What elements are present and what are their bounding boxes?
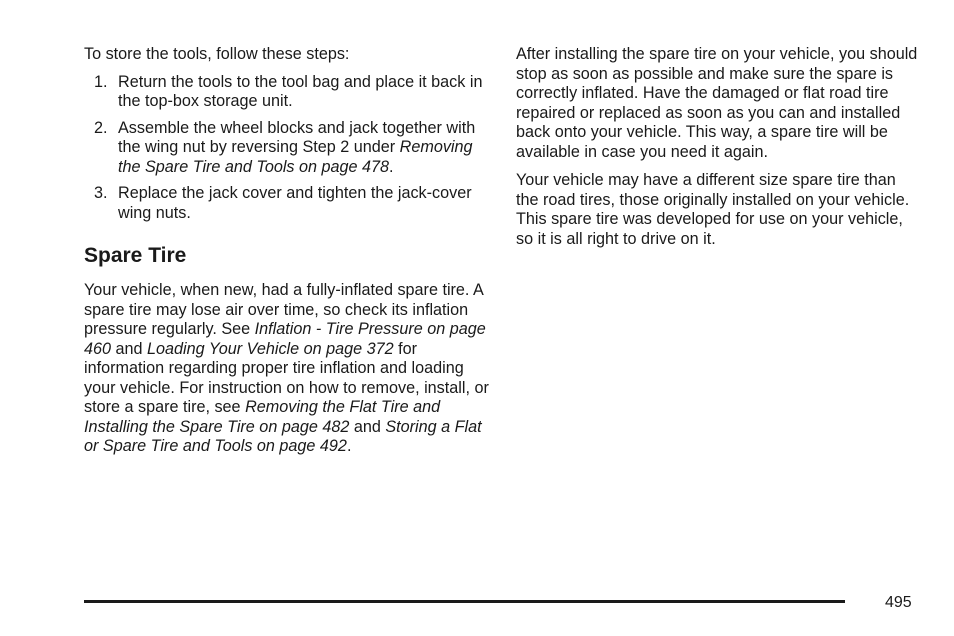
cross-reference: Removing the Spare Tire and Tools on page 478 <box>118 138 473 176</box>
spare-tire-paragraph <box>84 281 489 457</box>
paragraph: Your vehicle may have a different size spare tire than the road tires, those originally installed on your vehicle. This spare tire was developed for use on your vehicle, so it is all right to drive on it. <box>516 171 910 248</box>
cross-reference: Storing a Flat or Spare Tire and Tools on page 492 <box>84 417 482 455</box>
step-number: 1. <box>94 72 108 91</box>
cross-reference: Inflation - Tire Pressure on page 460 <box>84 320 486 358</box>
body-text: Your vehicle, when new, had a fully-inflated spare tire. A spare tire may lose air over time, so check its inflation pressure regularly. See <box>84 281 483 338</box>
left-column <box>84 45 489 457</box>
steps-list <box>84 73 489 224</box>
page-number: 495 <box>885 594 912 611</box>
step-text: Assemble the wheel blocks and jack together with the wing nut by reversing Step 2 under <box>118 118 476 156</box>
step-number: 3. <box>94 184 108 202</box>
step-number: 2. <box>94 118 108 137</box>
body-text: for information regarding proper tire inflation and loading your vehicle. For instruction on how to remove, install, or store a spare tire, see <box>84 339 489 416</box>
paragraph: After installing the spare tire on your vehicle, you should stop as soon as possible and make sure the spare is correctly inflated. Have the damaged or flat road tire repaired or replaced as soon as you can and installed back onto your vehicle. This way, a spare tire will be available in case you need it again. <box>516 45 918 161</box>
list-item <box>84 119 489 178</box>
body-text: and <box>353 417 381 436</box>
section-heading: Spare Tire <box>84 244 187 267</box>
right-column <box>516 45 921 258</box>
steps-intro: To store the tools, follow these steps: <box>84 45 350 63</box>
step-text: Replace the jack cover and tighten the jack-cover wing nuts. <box>118 184 472 222</box>
cross-reference: Removing the Flat Tire and Installing the Spare Tire on page 482 <box>84 398 441 436</box>
footer-rule <box>84 600 845 603</box>
list-item <box>84 73 489 112</box>
body-text: . <box>346 437 352 455</box>
list-item <box>84 184 489 223</box>
step-text: Return the tools to the tool bag and place it back in the top-box storage unit. <box>118 72 483 110</box>
cross-reference: Loading Your Vehicle on page 372 <box>147 339 394 358</box>
body-text: and <box>115 339 143 358</box>
step-end: . <box>389 157 394 176</box>
